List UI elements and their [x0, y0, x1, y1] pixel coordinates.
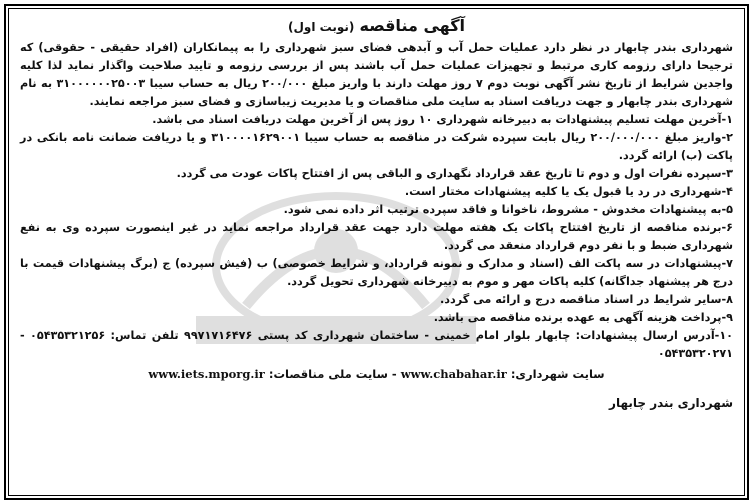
municipality-site-label: سایت شهرداری:	[510, 367, 605, 381]
advertisement-frame	[4, 4, 749, 500]
tenders-site-label: - سایت ملی مناقصات:	[268, 367, 397, 381]
condition-item: ۳-سپرده نفرات اول و دوم تا تاریخ عقد قرارداد نگهداری و الباقی پس از افتتاح پاکات عودت می گردد.	[176, 167, 733, 180]
condition-item: ۹-پرداخت هزینه آگهی به عهده برنده مناقصه می باشد.	[433, 311, 733, 324]
intro-paragraph: شهرداری بندر چابهار در نظر دارد عملیات حمل آب و آبدهی فضای سبز شهرداری را به پیمانکاران (افراد حقیقی - حقوقی) که ترجیحا دارای رزومه کاری مرتبط و تجهیزات عملیات حمل آب باشند پس از بررسی رزومه و تایید صلاحیت واگذار نماید لذا کلیه واجدین شرایط از تاریخ نشر آگهی نوبت دوم ۷ روز مهلت دارند با واریز مبلغ ۲۰۰/۰۰۰ ریال به حساب سیبا ۳۱۰۰۰۰۰۰۲۵۰۰۳ به نام شهرداری بندر چابهار و جهت دریافت اسناد به سایت ملی مناقصات و یا مدیریت زیباسازی و فضای سبز مراجعه نمایند.	[20, 41, 733, 108]
condition-item: ۵-به پیشنهادات مخدوش - مشروط، ناخوانا و فاقد سپرده ترتیب اثر داده نمی شود.	[283, 203, 733, 216]
signature: شهرداری بندر چابهار	[609, 396, 733, 410]
websites-line	[20, 364, 733, 384]
condition-item: ۷-پیشنهادات در سه پاکت الف (اسناد و مدارک و نمونه قرارداد، و شرایط خصوصی) ب (فیش سپرده) ج (برگ پیشنهادات قیمت با درج هر پیشنهاد جداگانه) کلیه پاکات مهر و موم به دبیرخانه شهرداری تحویل گردد.	[20, 257, 733, 288]
condition-item: ۲-واریز مبلغ ۲۰۰/۰۰۰/۰۰۰ ریال بابت سپرده شرکت در مناقصه به حساب سیبا ۳۱۰۰۰۰۱۶۲۹۰۰۱ و یا دریافت ضمانت نامه بانکی در پاکت (ب) ارائه گردد.	[20, 131, 733, 162]
municipality-site-link[interactable]: www.chabahar.ir	[400, 367, 507, 381]
condition-item: ۸-سایر شرایط در اسناد مناقصه درج و ارائه می گردد.	[440, 293, 733, 306]
condition-item: ۱۰-آدرس ارسال پیشنهادات: چابهار بلوار امام خمینی - ساختمان شهرداری کد پستی ۹۹۷۱۷۱۶۴۷۶ تلفن تماس: ۰۵۴۳۵۳۲۱۲۵۶ - ۰۵۴۳۵۳۲۰۲۷۱	[20, 329, 733, 360]
condition-item: ۱-آخرین مهلت تسلیم پیشنهادات به دبیرخانه شهرداری ۱۰ روز پس از آخرین مهلت دریافت اسناد می باشد.	[152, 113, 733, 126]
page-subtitle: (نوبت اول)	[288, 20, 355, 34]
page-title: آگهی مناقصه	[359, 16, 465, 35]
conditions-list	[20, 111, 733, 363]
condition-item: ۴-شهرداری در رد یا قبول یک یا کلیه پیشنهادات مختار است.	[404, 185, 733, 198]
tenders-site-link[interactable]: www.iets.mporg.ir	[148, 367, 265, 381]
title-row	[20, 16, 733, 37]
condition-item: ۶-برنده مناقصه از تاریخ افتتاح پاکات یک هفته مهلت دارد جهت عقد قرارداد مراجعه نماید در غیر اینصورت سپرده وی به نفع شهرداری ضبط و با نفر دوم قرارداد منعقد می گردد.	[20, 221, 733, 252]
